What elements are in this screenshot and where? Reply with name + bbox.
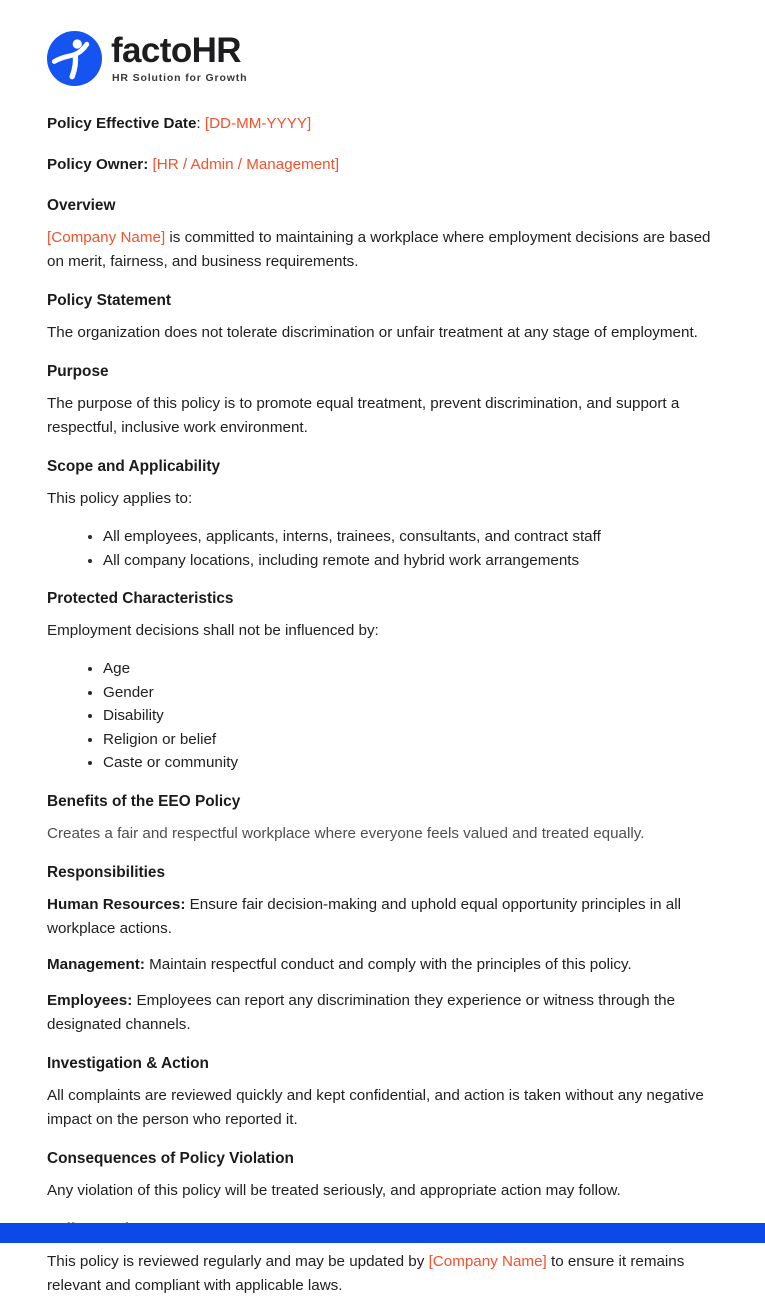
footer-bar — [0, 1223, 765, 1243]
bold-label: Policy Effective Date — [47, 115, 197, 132]
paragraph — [47, 321, 711, 345]
paragraph — [47, 893, 711, 941]
text-run: Creates a fair and respectful workplace where everyone feels valued and treated equally. — [47, 824, 645, 842]
section-heading: Responsibilities — [47, 863, 166, 881]
bullet-item: Caste or community — [88, 751, 713, 775]
section-heading: Investigation & Action — [47, 1054, 209, 1072]
text-run: The purpose of this policy is to promote equal treatment, prevent discrimination, and support a respectful, inclusive work environment. — [47, 395, 680, 436]
text-run: is committed to maintaining a workplace where employment decisions are based on merit, fairness, and business requirements. — [47, 229, 711, 270]
section-heading: Purpose — [47, 363, 109, 380]
section-heading: Benefits of the EEO Policy — [47, 792, 241, 810]
text-run: : — [196, 115, 205, 132]
text-run: This policy applies to: — [47, 490, 193, 507]
placeholder-value: [DD-MM-YYYY] — [204, 115, 312, 132]
text-run: to ensure it remains relevant and compliant with applicable laws. — [47, 1252, 685, 1294]
paragraph — [47, 226, 711, 274]
logo-wordmark: factoHR — [111, 31, 241, 71]
text-run: Employment decisions shall not be influenced by: — [47, 622, 379, 639]
text-run: Ensure fair decision-making and uphold equal opportunity principles in all workplace actions. — [47, 895, 681, 937]
section-heading: Overview — [47, 197, 116, 214]
bullet-item: Gender — [88, 681, 713, 705]
placeholder-value: [Company Name] — [47, 229, 166, 246]
section-heading: Scope and Applicability — [47, 458, 221, 475]
bullet-item: All employees, applicants, interns, trainees, consultants, and contract staff — [88, 525, 713, 549]
text-run: Employees can report any discrimination they experience or witness through the designated channels. — [47, 991, 676, 1033]
text-run: All complaints are reviewed quickly and kept confidential, and action is taken without any negative impact on the person who reported it. — [47, 1086, 704, 1128]
bullet-item: Age — [88, 657, 713, 681]
paragraph — [47, 1250, 711, 1298]
text-run: This policy is reviewed regularly and may be updated by — [47, 1252, 429, 1270]
section-heading: Policy Statement — [47, 292, 172, 309]
policy-body — [47, 114, 715, 1298]
section-heading: Consequences of Policy Violation — [47, 1149, 294, 1167]
paragraph — [47, 487, 711, 511]
paragraph — [47, 392, 711, 440]
bold-label: Policy Owner: — [47, 156, 149, 173]
bold-label: Employees: — [47, 991, 133, 1009]
text-run: The organization does not tolerate discrimination or unfair treatment at any stage of employment. — [47, 324, 698, 341]
section-heading: Protected Characteristics — [47, 590, 234, 607]
factohr-logo — [47, 31, 715, 86]
bullet-item: Religion or belief — [88, 728, 713, 752]
text-run: Any violation of this policy will be treated seriously, and appropriate action may follow. — [47, 1181, 621, 1199]
bullet-list — [47, 525, 715, 572]
placeholder-value: [HR / Admin / Management] — [152, 156, 340, 173]
logo-tagline: HR Solution for Growth — [112, 71, 248, 84]
bullet-item: Disability — [88, 704, 713, 728]
paragraph — [47, 953, 711, 977]
paragraph — [47, 1084, 711, 1132]
policy-meta-line — [47, 114, 715, 134]
policy-meta-line — [47, 155, 715, 175]
paragraph — [47, 989, 711, 1037]
bold-label: Human Resources: — [47, 895, 186, 913]
placeholder-value: [Company Name] — [428, 1252, 547, 1270]
person-figure-icon — [47, 31, 102, 86]
bullet-item: All company locations, including remote and hybrid work arrangements — [88, 549, 713, 573]
text-run: Maintain respectful conduct and comply with the principles of this policy. — [144, 955, 632, 973]
paragraph — [47, 1179, 711, 1203]
bold-label: Management: — [47, 955, 145, 973]
paragraph — [47, 619, 711, 643]
logo-text-block — [111, 33, 247, 84]
paragraph — [47, 822, 711, 846]
bullet-list — [47, 657, 715, 775]
